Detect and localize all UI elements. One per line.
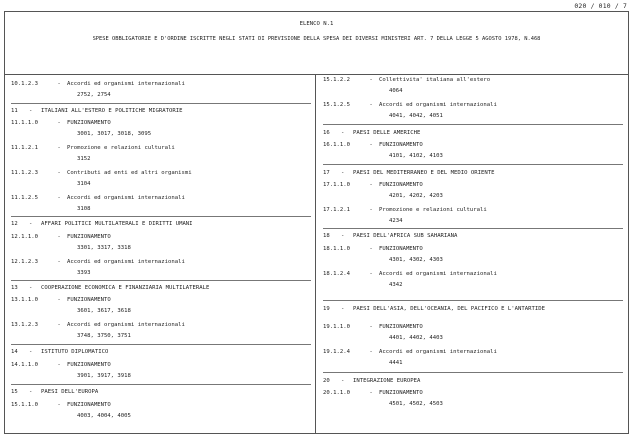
section-label: PAESI DELLE AMERICHE — [353, 130, 421, 136]
section-rule — [323, 228, 623, 229]
budget-entry: 13.1.2.3 - Accordi ed organismi internazionali 3748, 3750, 3751 — [11, 322, 185, 339]
entry-code: 11.1.2.1 — [11, 145, 38, 151]
section-number: 11 — [11, 108, 18, 114]
section-heading: 15 - PAESI DELL'EUROPA — [11, 389, 99, 395]
entry-label: FUNZIONAMENTO — [379, 324, 423, 330]
entry-label: Accordi ed organismi internazionali — [379, 271, 497, 277]
section-heading: 16 - PAESI DELLE AMERICHE — [323, 130, 421, 136]
section-rule — [11, 344, 311, 345]
entry-numbers: 3108 — [77, 206, 91, 212]
budget-entry: 11.1.2.5 - Accordi ed organismi internazionali 3108 — [11, 195, 185, 212]
entry-code: 17.1.1.0 — [323, 182, 350, 188]
entry-code: 13.1.2.3 — [11, 322, 38, 328]
section-heading: 17 - PAESI DEL MEDITERRANEO E DEL MEDIO ORIENTE — [323, 170, 495, 176]
section-rule — [323, 164, 623, 165]
entry-code: 11.1.2.5 — [11, 195, 38, 201]
entry-code: 15.1.2.5 — [323, 102, 350, 108]
entry-numbers: 4342 — [389, 282, 403, 288]
budget-entry: 17.1.2.1 - Promozione e relazioni culturali 4234 — [323, 207, 487, 224]
entry-numbers: 4234 — [389, 218, 403, 224]
entry-label: Accordi ed organismi internazionali — [67, 322, 185, 328]
entry-label: Accordi ed organismi internazionali — [67, 195, 185, 201]
budget-entry: 17.1.1.0 - FUNZIONAMENTO 4201, 4202, 4203 — [323, 182, 443, 199]
entry-code: 12.1.1.0 — [11, 234, 38, 240]
budget-entry: 14.1.1.0 - FUNZIONAMENTO 3901, 3917, 3918 — [11, 362, 131, 379]
section-label: COOPERAZIONE ECONOMICA E FINANZIARIA MULTILATERALE — [41, 285, 210, 291]
entry-code: 10.1.2.3 — [11, 81, 38, 87]
budget-entry: 10.1.2.3 - Accordi ed organismi internazionali 2752, 2754 — [11, 81, 185, 98]
entry-numbers: 4401, 4402, 4403 — [389, 335, 443, 341]
entry-label: FUNZIONAMENTO — [379, 246, 423, 252]
entry-label: Accordi ed organismi internazionali — [379, 349, 497, 355]
entry-numbers: 4041, 4042, 4051 — [389, 113, 443, 119]
entry-code: 13.1.1.0 — [11, 297, 38, 303]
entry-code: 14.1.1.0 — [11, 362, 38, 368]
entry-numbers: 3901, 3917, 3918 — [77, 373, 131, 379]
section-label: AFFARI POLITICI MULTILATERALI E DIRITTI UMANI — [41, 221, 193, 227]
section-number: 19 — [323, 306, 330, 312]
content-columns — [5, 74, 628, 433]
section-rule — [323, 124, 623, 125]
section-label: PAESI DELL'AFRICA SUB SAHARIANA — [353, 233, 458, 239]
entry-code: 11.1.1.0 — [11, 120, 38, 126]
section-rule — [323, 300, 623, 301]
entry-numbers: 4501, 4502, 4503 — [389, 401, 443, 407]
column-divider — [315, 74, 316, 433]
document-title: ELENCO N.1 — [299, 21, 334, 27]
entry-numbers: 4301, 4302, 4303 — [389, 257, 443, 263]
entry-code: 11.1.2.3 — [11, 170, 38, 176]
entry-numbers: 3152 — [77, 156, 91, 162]
entry-code: 12.1.2.3 — [11, 259, 38, 265]
section-label: ISTITUTO DIPLOMATICO — [41, 349, 109, 355]
entry-code: 19.1.2.4 — [323, 349, 350, 355]
entry-numbers: 2752, 2754 — [77, 92, 111, 98]
entry-label: FUNZIONAMENTO — [67, 234, 111, 240]
budget-entry: 15.1.2.5 - Accordi ed organismi internazionali 4041, 4042, 4051 — [323, 102, 497, 119]
budget-entry: 12.1.2.3 - Accordi ed organismi internazionali 3393 — [11, 259, 185, 276]
section-heading: 14 - ISTITUTO DIPLOMATICO — [11, 349, 109, 355]
entry-numbers: 3104 — [77, 181, 91, 187]
budget-entry: 11.1.2.3 - Contributi ad enti ed altri organismi 3104 — [11, 170, 192, 187]
entry-code: 15.1.1.0 — [11, 402, 38, 408]
section-heading: 11 - ITALIANI ALL'ESTERO E POLITICHE MIGRATORIE — [11, 108, 183, 114]
section-label: ITALIANI ALL'ESTERO E POLITICHE MIGRATORIE — [41, 108, 183, 114]
entry-code: 18.1.1.0 — [323, 246, 350, 252]
budget-entry: 13.1.1.0 - FUNZIONAMENTO 3601, 3617, 3618 — [11, 297, 131, 314]
section-heading: 18 - PAESI DELL'AFRICA SUB SAHARIANA — [323, 233, 458, 239]
entry-numbers: 4441 — [389, 360, 403, 366]
entry-numbers: 3301, 3317, 3318 — [77, 245, 131, 251]
section-number: 13 — [11, 285, 18, 291]
entry-numbers: 4101, 4102, 4103 — [389, 153, 443, 159]
entry-label: Accordi ed organismi internazionali — [67, 81, 185, 87]
entry-numbers: 3393 — [77, 270, 91, 276]
entry-numbers: 3748, 3750, 3751 — [77, 333, 131, 339]
section-label: PAESI DELL'ASIA, DELL'OCEANIA, DEL PACIFICO E L'ANTARTIDE — [353, 306, 545, 312]
budget-entry: 18.1.1.0 - FUNZIONAMENTO 4301, 4302, 4303 — [323, 246, 443, 263]
entry-label: FUNZIONAMENTO — [67, 362, 111, 368]
document-sheet — [4, 11, 629, 434]
entry-label: Accordi ed organismi internazionali — [67, 259, 185, 265]
section-rule — [11, 384, 311, 385]
entry-numbers: 3601, 3617, 3618 — [77, 308, 131, 314]
budget-entry: 19.1.2.4 - Accordi ed organismi internazionali 4441 — [323, 349, 497, 366]
budget-entry: 18.1.2.4 - Accordi ed organismi internazionali 4342 — [323, 271, 497, 288]
document-subtitle: SPESE OBBLIGATORIE E D'ORDINE ISCRITTE NEGLI STATI DI PREVISIONE DELLA SPESA DEI DIVERSI MINISTERI ART. 7 DELLA LEGGE 5 AGOSTO 1978, N.468 — [92, 36, 541, 42]
entry-code: 19.1.1.0 — [323, 324, 350, 330]
budget-entry: 15.1.1.0 - FUNZIONAMENTO 4003, 4004, 4005 — [11, 402, 131, 419]
entry-label: Collettivita' italiana all'estero — [379, 77, 491, 83]
entry-label: FUNZIONAMENTO — [379, 182, 423, 188]
entry-code: 20.1.1.0 — [323, 390, 350, 396]
budget-entry: 16.1.1.0 - FUNZIONAMENTO 4101, 4102, 4103 — [323, 142, 443, 159]
entry-label: Accordi ed organismi internazionali — [379, 102, 497, 108]
section-rule — [11, 280, 311, 281]
budget-entry: 11.1.1.0 - FUNZIONAMENTO 3001, 3017, 3018, 3095 — [11, 120, 152, 137]
entry-code: 18.1.2.4 — [323, 271, 350, 277]
entry-code: 16.1.1.0 — [323, 142, 350, 148]
section-heading: 13 - COOPERAZIONE ECONOMICA E FINANZIARIA MULTILATERALE — [11, 285, 210, 291]
section-number: 14 — [11, 349, 18, 355]
section-number: 15 — [11, 389, 18, 395]
section-label: PAESI DEL MEDITERRANEO E DEL MEDIO ORIENTE — [353, 170, 495, 176]
page-code: 020 / 010 / 7 — [574, 2, 627, 10]
entry-label: FUNZIONAMENTO — [379, 390, 423, 396]
section-label: INTEGRAZIONE EUROPEA — [353, 378, 421, 384]
budget-entry: 19.1.1.0 - FUNZIONAMENTO 4401, 4402, 4403 — [323, 324, 443, 341]
budget-entry: 15.1.2.2 - Collettivita' italiana all'estero 4064 — [323, 77, 491, 94]
entry-numbers: 4064 — [389, 88, 403, 94]
entry-numbers: 3001, 3017, 3018, 3095 — [77, 131, 152, 137]
entry-label: Promozione e relazioni culturali — [379, 207, 487, 213]
section-label: PAESI DELL'EUROPA — [41, 389, 99, 395]
entry-label: FUNZIONAMENTO — [379, 142, 423, 148]
entry-code: 15.1.2.2 — [323, 77, 350, 83]
section-number: 16 — [323, 130, 330, 136]
entry-label: FUNZIONAMENTO — [67, 120, 111, 126]
entry-numbers: 4003, 4004, 4005 — [77, 413, 131, 419]
section-rule — [11, 216, 311, 217]
budget-entry: 20.1.1.0 - FUNZIONAMENTO 4501, 4502, 4503 — [323, 390, 443, 407]
entry-label: Contributi ad enti ed altri organismi — [67, 170, 192, 176]
section-number: 18 — [323, 233, 330, 239]
section-heading: 19 - PAESI DELL'ASIA, DELL'OCEANIA, DEL PACIFICO E L'ANTARTIDE — [323, 306, 545, 312]
budget-entry: 12.1.1.0 - FUNZIONAMENTO 3301, 3317, 3318 — [11, 234, 131, 251]
section-rule — [323, 372, 623, 373]
entry-label: FUNZIONAMENTO — [67, 402, 111, 408]
section-rule — [11, 103, 311, 104]
section-number: 20 — [323, 378, 330, 384]
entry-numbers: 4201, 4202, 4203 — [389, 193, 443, 199]
section-heading: 12 - AFFARI POLITICI MULTILATERALI E DIRITTI UMANI — [11, 221, 193, 227]
entry-label: FUNZIONAMENTO — [67, 297, 111, 303]
entry-code: 17.1.2.1 — [323, 207, 350, 213]
entry-label: Promozione e relazioni culturali — [67, 145, 175, 151]
section-number: 17 — [323, 170, 330, 176]
budget-entry: 11.1.2.1 - Promozione e relazioni culturali 3152 — [11, 145, 175, 162]
document-header — [5, 12, 628, 75]
section-heading: 20 - INTEGRAZIONE EUROPEA — [323, 378, 421, 384]
section-number: 12 — [11, 221, 18, 227]
